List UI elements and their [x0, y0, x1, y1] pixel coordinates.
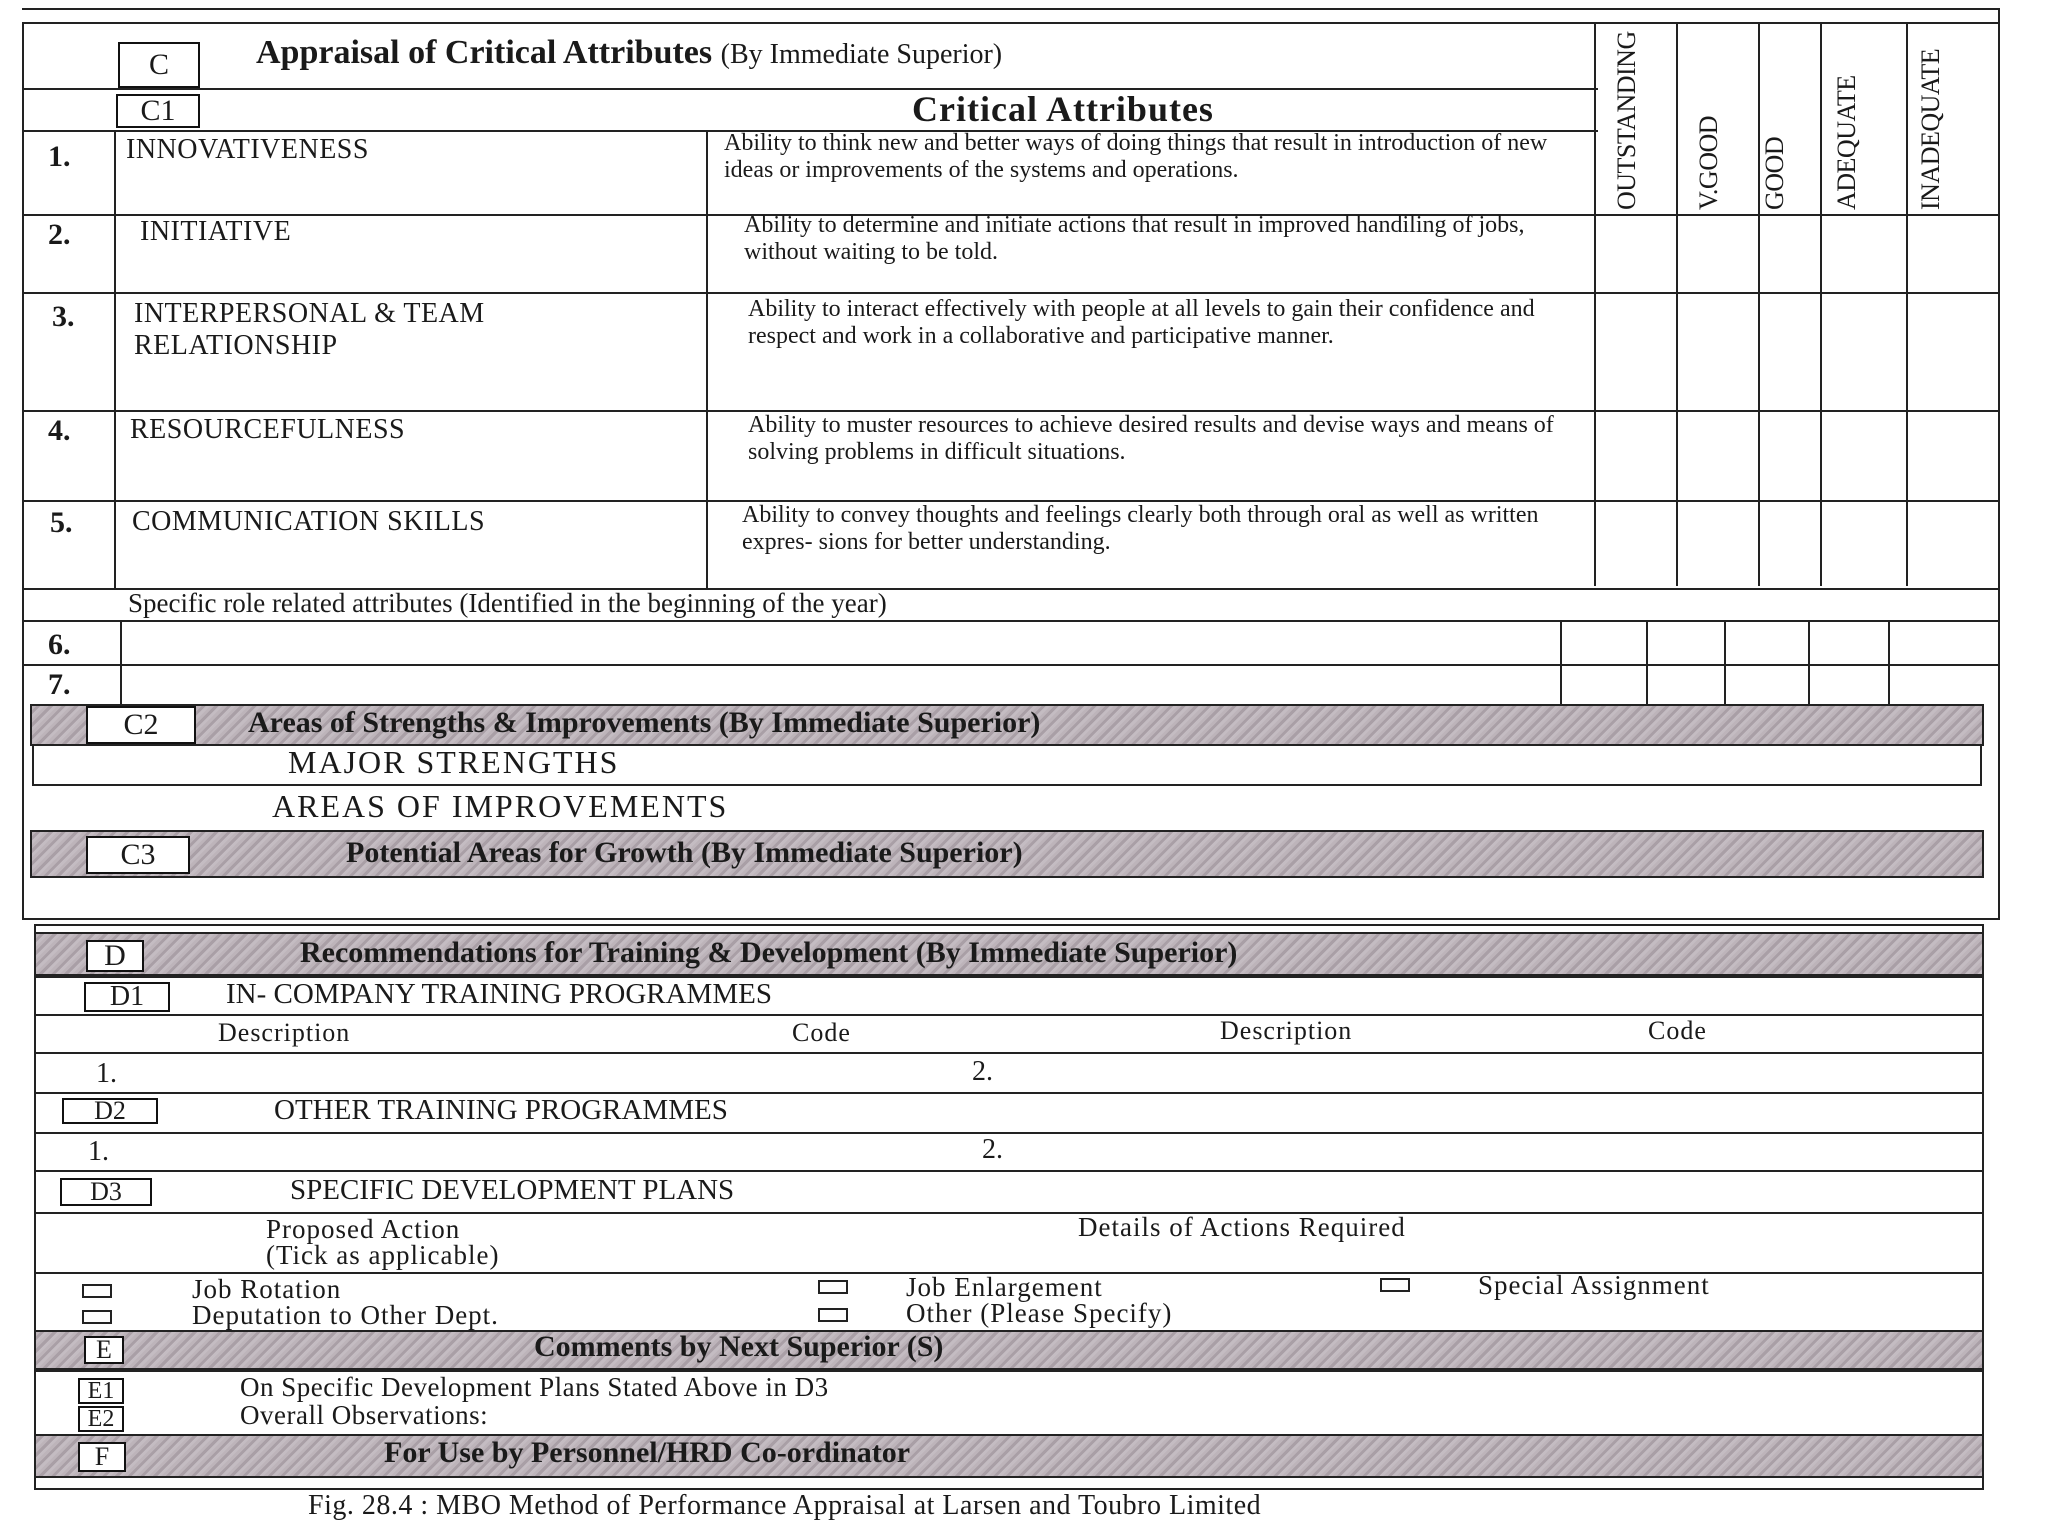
rating-label-adequate: ADEQUATE [1832, 75, 1861, 210]
other-specify-label: Other (Please Specify) [906, 1298, 1173, 1328]
section-d-tag: D [86, 940, 144, 972]
attr-4-name: RESOURCEFULNESS [130, 414, 406, 445]
section-f-tag: F [78, 1442, 126, 1472]
attr-2-description: Ability to determine and initiate actions that result in improved handiling of jobs, without waiting to be told. [744, 212, 1525, 265]
d1-col-description-2: Description [1220, 1016, 1353, 1045]
rating-label-outstanding: OUTSTANDING [1612, 31, 1641, 210]
d1-row-1: 1. [96, 1058, 117, 1089]
outer-top-edge [22, 8, 2000, 10]
outer-right-edge [1998, 8, 2000, 920]
section-d2-title: OTHER TRAINING PROGRAMMES [274, 1094, 728, 1126]
section-e2-tag: E2 [78, 1406, 124, 1432]
attr-5-description: Ability to convey thoughts and feelings clearly both through oral as well as written expres- sions for better understanding. [742, 502, 1539, 555]
proposed-action-label: Proposed Action [266, 1214, 461, 1244]
specific-role-label: Specific role related attributes (Identified in the beginning of the year) [128, 588, 887, 618]
attr-1-number: 1. [48, 140, 71, 173]
attr-3-description: Ability to interact effectively with people at all levels to gain their confidence and respect and work in a collaborative and participative manner. [748, 296, 1535, 349]
extra-col-line-0 [1560, 620, 1562, 704]
details-label: Details of Actions Required [1078, 1212, 1406, 1242]
job-enlargement-label: Job Enlargement [906, 1272, 1103, 1302]
attr-5-number: 5. [50, 506, 73, 539]
d2-row-1: 1. [88, 1136, 109, 1167]
section-d3-title: SPECIFIC DEVELOPMENT PLANS [290, 1174, 735, 1206]
special-assignment-label: Special Assignment [1478, 1270, 1710, 1300]
section-e-bar [34, 1330, 1984, 1370]
tick-note-label: (Tick as applicable) [266, 1240, 500, 1270]
job-rotation-checkbox[interactable] [82, 1284, 112, 1298]
figure-caption [308, 1490, 1261, 1522]
attr-3-name: INTERPERSONAL & TEAM RELATIONSHIP [134, 298, 485, 361]
d1-col-code-2: Code [1648, 1016, 1707, 1045]
d2-header-line [34, 1132, 1984, 1134]
row-7-number: 7. [48, 668, 71, 701]
name-col-line [706, 130, 708, 588]
attr-4-number: 4. [48, 414, 71, 447]
extra-num-col-line [120, 620, 122, 704]
row-6-number: 6. [48, 628, 71, 661]
d1-col-code-1: Code [792, 1018, 851, 1047]
c-header-divider [22, 88, 1598, 90]
section-c3-tag: C3 [86, 836, 190, 874]
specific-line [22, 620, 2000, 622]
rating-label-inadequate: INADEQUATE [1916, 48, 1945, 210]
attr-2-name: INITIATIVE [140, 216, 292, 247]
extra-col-line-4 [1888, 620, 1890, 704]
section-c1-tag: C1 [116, 94, 200, 128]
deputation-label: Deputation to Other Dept. [192, 1300, 499, 1330]
caption-text: Fig. 28.4 : MBO Method of Performance Appraisal at Larsen and Toubro Limited [308, 1490, 1262, 1521]
attr-5-name: COMMUNICATION SKILLS [132, 506, 486, 537]
critical-attributes-heading: Critical Attributes [912, 89, 1214, 129]
section-d-title: Recommendations for Training & Development (By Immediate Superior) [300, 936, 1238, 969]
section-d2-tag: D2 [62, 1098, 158, 1124]
deputation-checkbox[interactable] [82, 1310, 112, 1324]
section-e2-text: Overall Observations: [240, 1400, 489, 1430]
section-d1-tag: D1 [84, 982, 170, 1012]
rating-label-good: GOOD [1760, 136, 1789, 210]
d1-columns-line [34, 1052, 1984, 1054]
areas-of-improvements-label: AREAS OF IMPROVEMENTS [272, 788, 729, 824]
d1-col-description-1: Description [218, 1018, 351, 1047]
special-assignment-checkbox[interactable] [1380, 1278, 1410, 1292]
attr-2-number: 2. [48, 218, 71, 251]
attr-4-description: Ability to muster resources to achieve desired results and devise ways and means of solving problems in difficult situations. [748, 412, 1554, 465]
extra-col-line-1 [1646, 620, 1648, 704]
section-c3-title: Potential Areas for Growth (By Immediate Superior) [346, 836, 1023, 869]
num-col-line [114, 130, 116, 588]
section-f-title: For Use by Personnel/HRD Co-ordinator [384, 1436, 911, 1469]
d1-row-2: 2. [972, 1056, 993, 1087]
section-c-title-text: Appraisal of Critical Attributes [256, 34, 713, 71]
section-e1-tag: E1 [78, 1378, 124, 1404]
attr-1-name: INNOVATIVENESS [126, 134, 369, 165]
row-6-line [22, 664, 2000, 666]
d2-row-2: 2. [982, 1134, 1003, 1165]
other-specify-checkbox[interactable] [818, 1308, 848, 1322]
section-c2-title: Areas of Strengths & Improvements (By Immediate Superior) [248, 706, 1041, 739]
major-strengths-label: MAJOR STRENGTHS [288, 744, 620, 780]
section-c-subtitle: (By Immediate Superior) [720, 39, 1003, 70]
section-e-title: Comments by Next Superior (S) [534, 1330, 944, 1363]
section-e-tag: E [84, 1336, 124, 1364]
attr-3-number: 3. [52, 300, 75, 333]
attr-1-description: Ability to think new and better ways of doing things that result in introduction of new ideas or improvements of the systems and operations. [724, 130, 1548, 183]
row-line-2 [22, 292, 2000, 294]
section-f-bar [34, 1434, 1984, 1478]
d2-bottom-line [34, 1170, 1984, 1172]
section-d3-tag: D3 [60, 1178, 152, 1206]
extra-col-line-2 [1724, 620, 1726, 704]
section-e1-text: On Specific Development Plans Stated Above in D3 [240, 1372, 829, 1402]
major-strengths-box [32, 744, 1982, 786]
section-c2-tag: C2 [86, 706, 196, 744]
job-enlargement-checkbox[interactable] [818, 1280, 848, 1294]
extra-col-line-3 [1808, 620, 1810, 704]
section-d1-title: IN- COMPANY TRAINING PROGRAMMES [226, 978, 772, 1010]
section-c-title [256, 34, 1002, 72]
job-rotation-label: Job Rotation [192, 1274, 342, 1304]
section-c-tag: C [118, 42, 200, 88]
rating-label-vgood: V.GOOD [1694, 115, 1723, 210]
